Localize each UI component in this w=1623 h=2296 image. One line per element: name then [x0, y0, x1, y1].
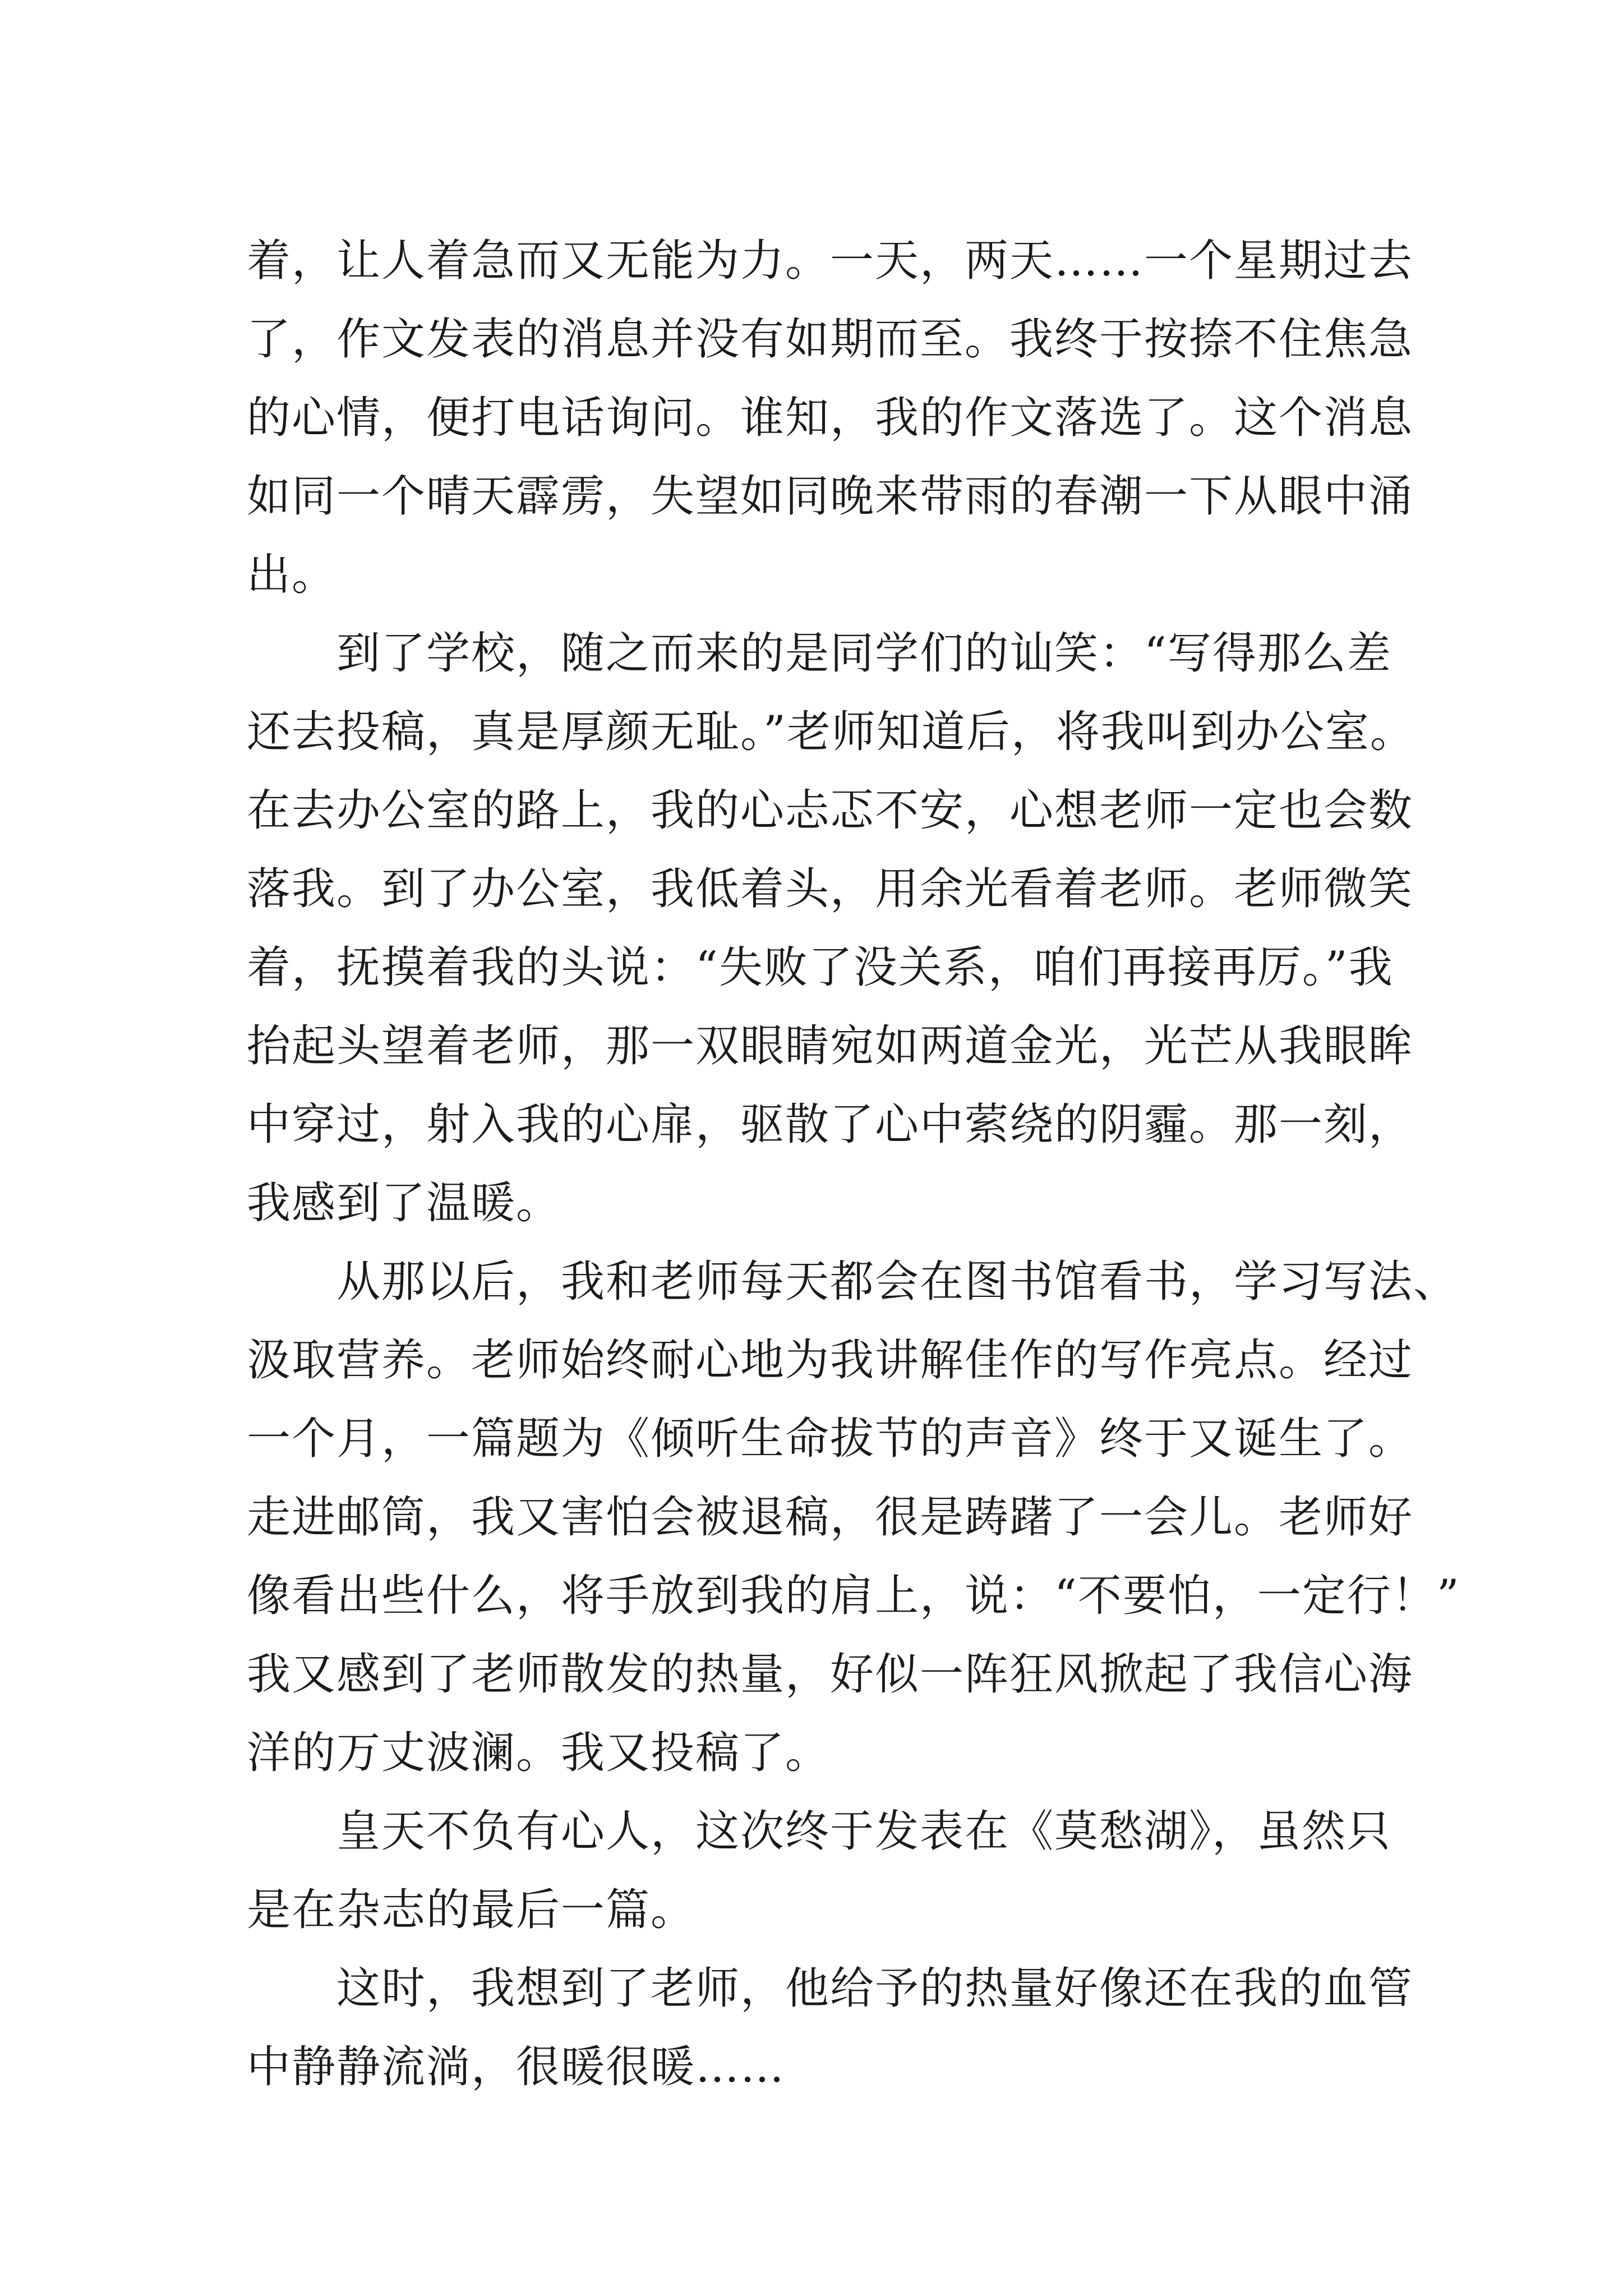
- text-line: 落我。到了办公室，我低着头，用余光看着老师。老师微笑: [247, 864, 1414, 914]
- paragraph-first-line: 到了学校，随之而来的是同学们的讪笑：“写得那么差: [336, 628, 1392, 679]
- text-line: 洋的万丈波澜。我又投稿了。: [247, 1728, 831, 1778]
- text-line: 中静静流淌，很暖很暖……: [247, 2042, 786, 2092]
- text-line: 像看出些什么，将手放到我的肩上，说：“不要怕，一定行！”: [247, 1571, 1460, 1621]
- text-line: 走进邮筒，我又害怕会被退稿，很是踌躇了一会儿。老师好: [247, 1492, 1414, 1543]
- paragraph-first-line: 皇天不负有心人，这次终于发表在《莫愁湖》，虽然只: [336, 1806, 1392, 1857]
- text-line: 是在杂志的最后一篇。: [247, 1885, 696, 1935]
- text-line: 我感到了温暖。: [247, 1178, 561, 1228]
- text-line: 如同一个晴天霹雳，失望如同晚来带雨的春潮一下从眼中涌: [247, 471, 1414, 522]
- paragraph-first-line: 从那以后，我和老师每天都会在图书馆看书，学习写法、: [336, 1257, 1459, 1307]
- essay-text: [247, 222, 1460, 2106]
- text-line: 着，抚摸着我的头说：“失败了没关系，咱们再接再厉。”我: [247, 942, 1394, 993]
- text-line: 我又感到了老师散发的热量，好似一阵狂风掀起了我信心海: [247, 1649, 1414, 1700]
- text-line: 汲取营养。老师始终耐心地为我讲解佳作的写作亮点。经过: [247, 1335, 1414, 1386]
- text-line: 出。: [247, 550, 337, 600]
- text-line: 中穿过，射入我的心扉，驱散了心中萦绕的阴霾。那一刻，: [247, 1099, 1414, 1150]
- text-line: 了，作文发表的消息并没有如期而至。我终于按捺不住焦急: [247, 314, 1414, 365]
- text-line: 一个月，一篇题为《倾听生命拔节的声音》终于又诞生了。: [247, 1414, 1414, 1464]
- paragraph-first-line: 这时，我想到了老师，他给予的热量好像还在我的血管: [336, 1963, 1414, 2014]
- text-line: 的心情，便打电话询问。谁知，我的作文落选了。这个消息: [247, 393, 1414, 443]
- text-line: 抬起头望着老师，那一双眼睛宛如两道金光，光芒从我眼眸: [247, 1021, 1414, 1071]
- text-line: 还去投稿，真是厚颜无耻。”老师知道后，将我叫到办公室。: [247, 707, 1415, 757]
- text-line: 在去办公室的路上，我的心忐忑不安，心想老师一定也会数: [247, 785, 1414, 836]
- text-line: 着，让人着急而又无能为力。一天，两天……一个星期过去: [247, 236, 1414, 286]
